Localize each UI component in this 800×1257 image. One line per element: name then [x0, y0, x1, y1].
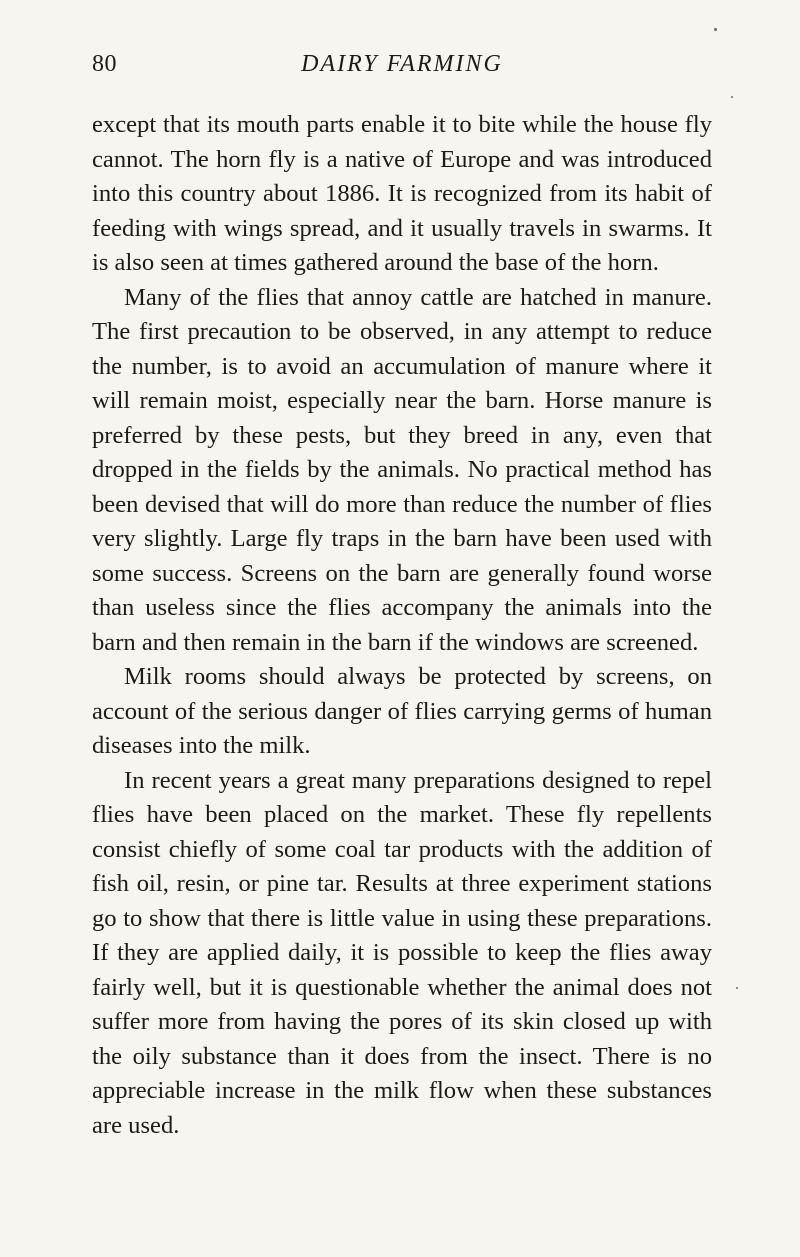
running-head: DAIRY FARMING: [301, 51, 503, 77]
paragraph-3: Milk rooms should always be protected by screens, on account of the serious danger of flies carrying germs of human diseases into the milk.: [92, 663, 712, 759]
page-header: [92, 50, 712, 90]
paragraph-1: except that its mouth parts enable it to bite while the house fly cannot. The horn fly is a native of Europe and was introduced into this country about 1886. It is recognized from its habit of feeding with wings spread, and it usually travels in swarms. It is also seen at times gathered around the base of the horn.: [92, 111, 712, 276]
paragraph-2: Many of the flies that annoy cattle are hatched in manure. The first precaution to be observed, in any attempt to reduce the number, is to avoid an accumulation of manure where it will remain moist, especially near the barn. Horse manure is preferred by these pests, but they breed in any, even that dropped in the fields by the animals. No practical method has been devised that will do more than reduce the number of flies very slightly. Large fly traps in the barn have been used with some success. Screens on the barn are generally found worse than useless since the flies accompany the animals into the barn and then remain in the barn if the windows are screened.: [92, 283, 712, 656]
paragraph-4: In recent years a great many preparations designed to repel flies have been placed on the market. These fly repellents consist chiefly of some coal tar products with the addition of fish oil, resin, or pine tar. Results at three experiment stations go to show that there is little value in using these preparations. If they are applied daily, it is possible to keep the flies away fairly well, but it is questionable whether the animal does not suffer more from having the pores of its skin closed up with the oily substance than it does from the insect. There is no appreciable increase in the milk flow when these substances are used.: [92, 766, 712, 1139]
page-number: 80: [92, 51, 117, 77]
print-speck: [736, 987, 738, 989]
print-speck: [714, 28, 717, 31]
body-text: [92, 108, 712, 1143]
print-speck: [731, 96, 733, 98]
